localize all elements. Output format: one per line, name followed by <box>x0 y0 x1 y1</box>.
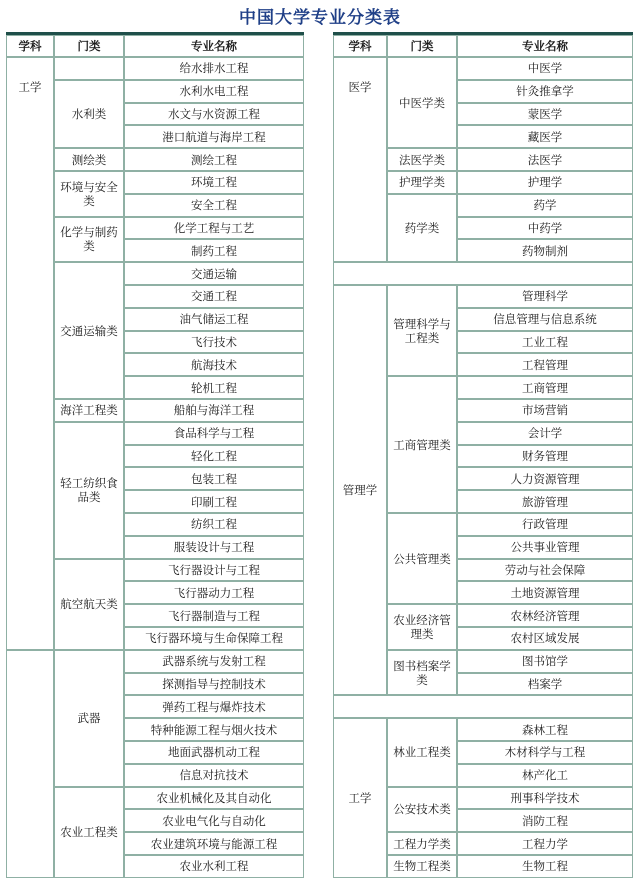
left-major-cell: 安全工程 <box>124 194 304 217</box>
right-major-cell: 工业工程 <box>457 331 633 354</box>
right-category-cell: 生物工程类 <box>387 855 457 878</box>
right-major-cell: 生物工程 <box>457 855 633 878</box>
left-major-cell: 地面武器机动工程 <box>124 741 304 764</box>
left-major-cell: 食品科学与工程 <box>124 422 304 445</box>
left-major-cell: 武器系统与发射工程 <box>124 650 304 673</box>
left-category-cell: 化学与制药类 <box>54 217 124 263</box>
left-category-cell: 环境与安全类 <box>54 171 124 217</box>
right-major-cell: 旅游管理 <box>457 490 633 513</box>
right-category-cell: 中医学类 <box>387 57 457 148</box>
left-major-cell: 飞行技术 <box>124 331 304 354</box>
left-major-cell: 化学工程与工艺 <box>124 217 304 240</box>
right-major-cell: 土地资源管理 <box>457 581 633 604</box>
left-major-cell: 轮机工程 <box>124 376 304 399</box>
right-major-cell: 中药学 <box>457 217 633 240</box>
right-category-cell: 管理科学与工程类 <box>387 285 457 376</box>
right-major-cell: 中医学 <box>457 57 633 80</box>
left-major-cell: 飞行器动力工程 <box>124 581 304 604</box>
left-major-cell: 水利水电工程 <box>124 80 304 103</box>
right-major-cell: 工程管理 <box>457 353 633 376</box>
left-major-cell: 飞行器制造与工程 <box>124 604 304 627</box>
right-major-cell: 林产化工 <box>457 764 633 787</box>
left-category-cell: 航空航天类 <box>54 559 124 650</box>
right-major-cell: 药物制剂 <box>457 239 633 262</box>
left-major-cell: 给水排水工程 <box>124 57 304 80</box>
right-major-cell: 行政管理 <box>457 513 633 536</box>
right-category-cell: 图书档案学类 <box>387 650 457 696</box>
right-major-cell: 蒙医学 <box>457 103 633 126</box>
left-major-cell: 交通运输 <box>124 262 304 285</box>
right-major-cell: 农村区域发展 <box>457 627 633 650</box>
right-major-cell: 药学 <box>457 194 633 217</box>
right-category-cell: 药学类 <box>387 194 457 262</box>
right-major-cell: 人力资源管理 <box>457 467 633 490</box>
right-major-cell: 财务管理 <box>457 445 633 468</box>
right-major-cell: 工商管理 <box>457 376 633 399</box>
left-major-cell: 交通工程 <box>124 285 304 308</box>
left-header-category: 门类 <box>54 35 124 57</box>
left-major-cell: 水文与水资源工程 <box>124 103 304 126</box>
right-category-cell: 公共管理类 <box>387 513 457 604</box>
right-major-cell: 刑事科学技术 <box>457 787 633 810</box>
right-major-cell: 木材科学与工程 <box>457 741 633 764</box>
left-major-cell: 农业水利工程 <box>124 855 304 878</box>
right-major-cell: 农林经济管理 <box>457 604 633 627</box>
left-category-cell: 水利类 <box>54 80 124 148</box>
left-major-cell: 纺织工程 <box>124 513 304 536</box>
left-major-cell: 环境工程 <box>124 171 304 194</box>
right-major-cell: 藏医学 <box>457 125 633 148</box>
right-major-cell: 劳动与社会保障 <box>457 559 633 582</box>
left-major-cell: 飞行器环境与生命保障工程 <box>124 627 304 650</box>
left-major-cell: 农业机械化及其自动化 <box>124 787 304 810</box>
left-major-cell: 飞行器设计与工程 <box>124 559 304 582</box>
left-major-cell: 船舶与海洋工程 <box>124 399 304 422</box>
left-major-cell: 弹药工程与爆炸技术 <box>124 695 304 718</box>
left-major-cell: 制药工程 <box>124 239 304 262</box>
right-major-cell: 信息管理与信息系统 <box>457 308 633 331</box>
left-category-cell: 武器 <box>54 650 124 787</box>
right-header-discipline: 学科 <box>333 35 387 57</box>
right-category-cell: 农业经济管理类 <box>387 604 457 650</box>
right-major-cell: 消防工程 <box>457 809 633 832</box>
right-discipline-cell: 管理学 <box>333 285 387 695</box>
left-category-cell: 农业工程类 <box>54 787 124 878</box>
right-major-cell: 档案学 <box>457 673 633 696</box>
left-major-cell: 测绘工程 <box>124 148 304 171</box>
left-category-cell: 交通运输类 <box>54 262 124 399</box>
right-header-category: 门类 <box>387 35 457 57</box>
left-category-cell <box>54 57 124 80</box>
left-major-cell: 印刷工程 <box>124 490 304 513</box>
right-major-cell: 市场营销 <box>457 399 633 422</box>
left-major-cell: 轻化工程 <box>124 445 304 468</box>
left-major-cell: 航海技术 <box>124 353 304 376</box>
right-category-cell: 护理学类 <box>387 171 457 194</box>
right-major-cell: 工程力学 <box>457 832 633 855</box>
left-category-cell: 海洋工程类 <box>54 399 124 422</box>
left-major-cell: 信息对抗技术 <box>124 764 304 787</box>
right-major-cell: 针灸推拿学 <box>457 80 633 103</box>
right-header-major: 专业名称 <box>457 35 633 57</box>
right-category-cell: 法医学类 <box>387 148 457 171</box>
right-category-cell: 工程力学类 <box>387 832 457 855</box>
right-major-cell: 会计学 <box>457 422 633 445</box>
right-category-cell: 林业工程类 <box>387 718 457 786</box>
left-major-cell: 农业建筑环境与能源工程 <box>124 832 304 855</box>
right-discipline-cell <box>333 262 633 285</box>
right-major-cell: 管理科学 <box>457 285 633 308</box>
right-discipline-cell <box>333 695 633 718</box>
left-major-cell: 农业电气化与自动化 <box>124 809 304 832</box>
right-category-cell: 公安技术类 <box>387 787 457 833</box>
left-header-discipline: 学科 <box>6 35 54 57</box>
left-major-cell: 包装工程 <box>124 467 304 490</box>
page-title: 中国大学专业分类表 <box>239 8 401 28</box>
right-major-cell: 法医学 <box>457 148 633 171</box>
left-major-cell: 服装设计与工程 <box>124 536 304 559</box>
right-major-cell: 公共事业管理 <box>457 536 633 559</box>
left-major-cell: 探测指导与控制技术 <box>124 673 304 696</box>
right-discipline-cell: 工学 <box>333 718 387 878</box>
right-major-cell: 森林工程 <box>457 718 633 741</box>
left-major-cell: 油气储运工程 <box>124 308 304 331</box>
left-discipline-cell <box>6 650 54 878</box>
left-category-cell: 轻工纺织食品类 <box>54 422 124 559</box>
right-category-cell: 工商管理类 <box>387 376 457 513</box>
right-discipline-cell: 医学 <box>333 57 387 262</box>
left-discipline-cell: 工学 <box>6 57 54 650</box>
left-category-cell: 测绘类 <box>54 148 124 171</box>
right-major-cell: 图书馆学 <box>457 650 633 673</box>
right-major-cell: 护理学 <box>457 171 633 194</box>
left-header-major: 专业名称 <box>124 35 304 57</box>
left-major-cell: 港口航道与海岸工程 <box>124 125 304 148</box>
left-major-cell: 特种能源工程与烟火技术 <box>124 718 304 741</box>
